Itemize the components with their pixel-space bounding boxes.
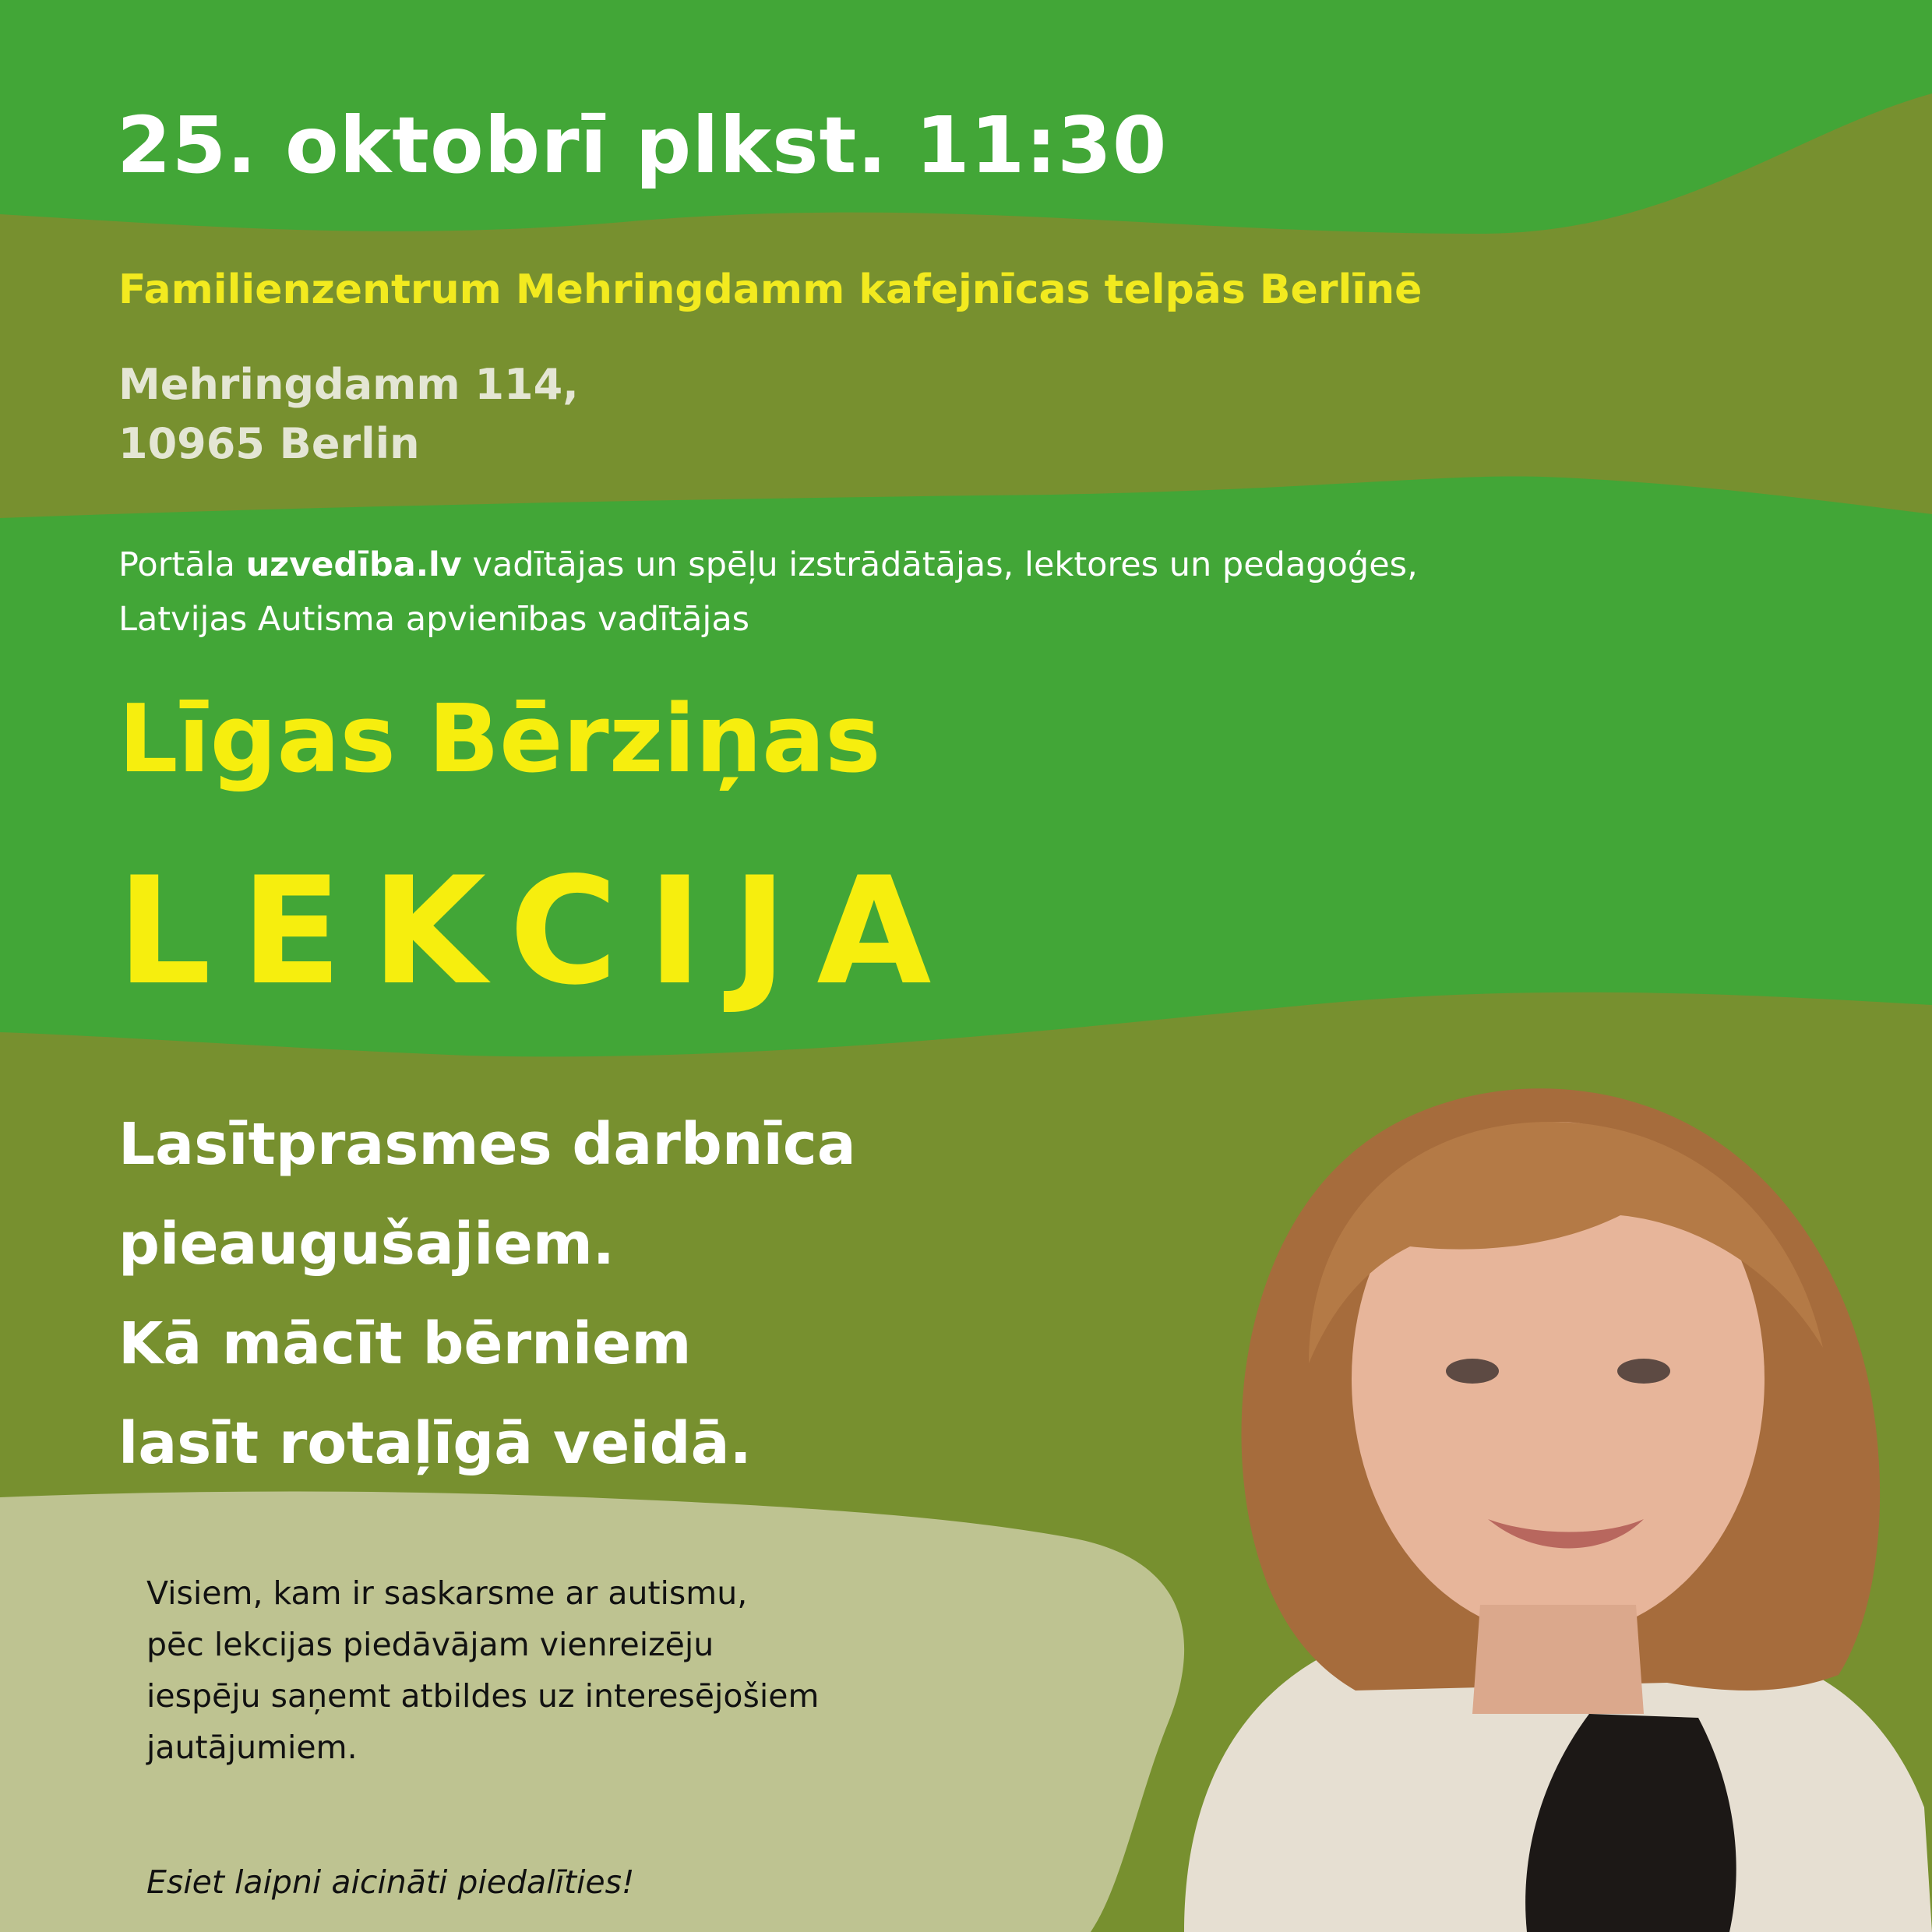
intro-line-2: Latvijas Autisma apvienības vadītājas	[118, 600, 750, 639]
speaker-intro	[118, 538, 1418, 647]
topic-line: Kā mācīt bērniem	[118, 1310, 692, 1377]
description-line: Visiem, kam ir saskarsme ar autismu,	[146, 1574, 748, 1612]
description-line: jautājumiem.	[146, 1729, 358, 1766]
speaker-name: Līgas Bērziņas	[118, 686, 881, 794]
neck	[1472, 1605, 1644, 1714]
address-street: Mehringdamm 114,	[118, 360, 579, 409]
event-date-time: 25. oktobrī plkst. 11:30	[117, 100, 1168, 191]
lecture-topic	[118, 1095, 856, 1493]
address-city: 10965 Berlin	[118, 419, 420, 468]
intro-rest: vadītājas un spēļu izstrādātājas, lektores un pedagoģes,	[461, 545, 1418, 584]
event-address	[118, 355, 579, 474]
event-venue: Familienzentrum Mehringdamm kafejnīcas telpās Berlīnē	[118, 266, 1423, 313]
event-description	[146, 1567, 819, 1773]
topic-line: Lasītprasmes darbnīca	[118, 1111, 856, 1178]
description-line: pēc lekcijas piedāvājam vienreizēju	[146, 1626, 714, 1663]
topic-line: lasīt rotaļīgā veidā.	[118, 1410, 752, 1477]
lecture-heading: LEKCIJA	[117, 845, 961, 1017]
portal-name: uzvedība.lv	[245, 545, 462, 584]
speaker-photo	[1153, 1013, 1932, 1932]
left-eye	[1446, 1359, 1499, 1384]
description-line: iespēju saņemt atbildes uz interesējošiem	[146, 1677, 820, 1715]
topic-line: pieaugušajiem.	[118, 1211, 615, 1278]
right-eye	[1617, 1359, 1670, 1384]
invitation-text: Esiet laipni aicināti piedalīties!	[146, 1863, 635, 1901]
intro-prefix: Portāla	[118, 545, 246, 584]
